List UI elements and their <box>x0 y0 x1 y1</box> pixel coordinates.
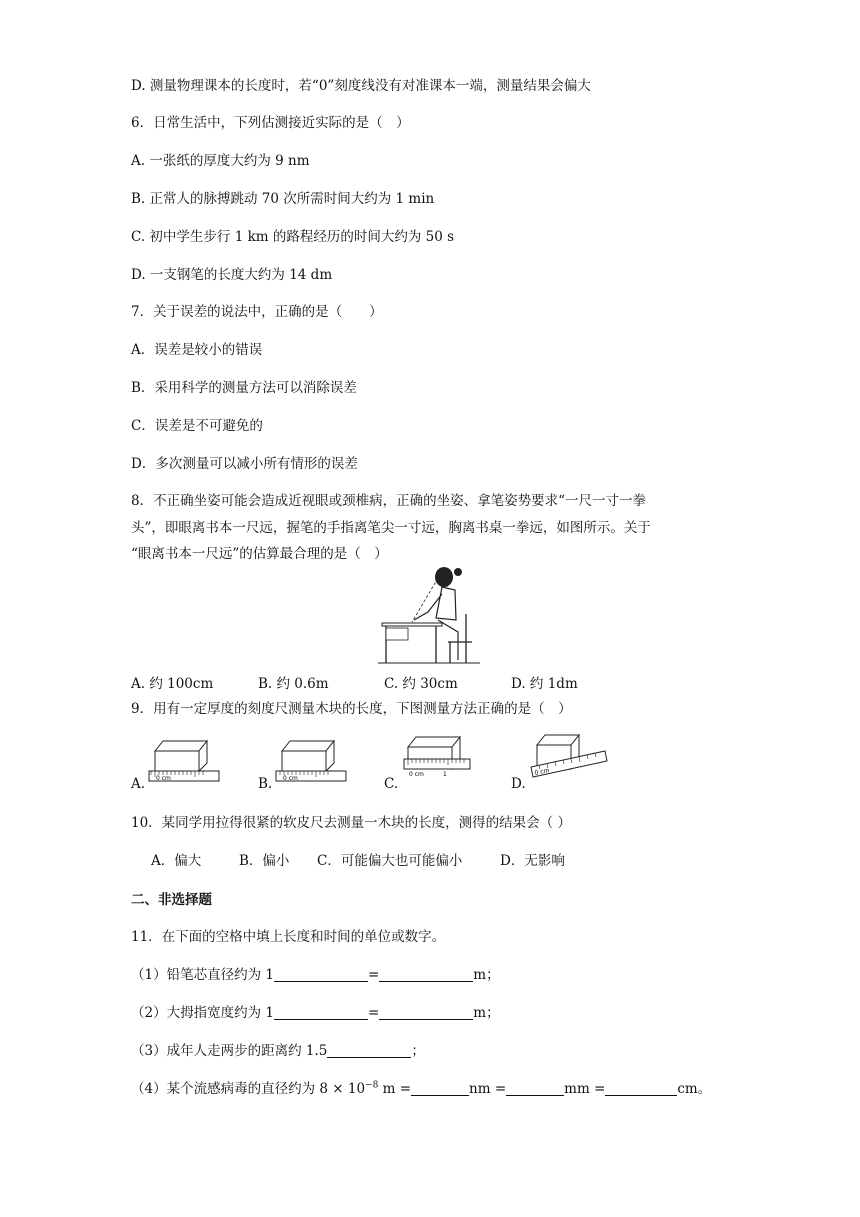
q11-p1-unit: m <box>473 967 487 983</box>
q7-option-a[interactable]: A．误差是较小的错误 <box>131 342 263 358</box>
q10-option-a[interactable]: A．偏大 <box>151 853 202 869</box>
q6-option-b[interactable]: B. 正常人的脉搏跳动 70 次所需时间大约为 1 min <box>131 191 435 207</box>
q7-option-c[interactable]: C．误差是不可避免的 <box>131 418 263 434</box>
q11-p1-blank-value[interactable] <box>379 967 473 982</box>
q9-figure-d-ruler <box>527 729 611 789</box>
q11-p2-semicolon: ； <box>486 1005 500 1021</box>
q11-p1-blank-unit[interactable] <box>274 967 368 982</box>
q8-figure-girl-at-desk <box>378 562 480 666</box>
q9b-ruler-zero: 0 cm <box>283 775 298 782</box>
q6-option-c[interactable]: C. 初中学生步行 1 km 的路程经历的时间大约为 50 s <box>131 229 455 245</box>
q11-stem: 11．在下面的空格中填上长度和时间的单位或数字。 <box>131 929 446 945</box>
q11-p4-unit-mm: mm <box>564 1081 590 1097</box>
q11-p2-text: （2）大拇指宽度约为 1 <box>131 1005 274 1021</box>
q11-p1-eq: = <box>367 967 380 983</box>
q11-p3-blank-unit[interactable] <box>327 1043 411 1058</box>
q9-stem: 9．用有一定厚度的刻度尺测量木块的长度，下图测量方法正确的是（ ） <box>131 701 572 717</box>
q7-stem: 7．关于误差的说法中，正确的是（ ） <box>131 304 383 320</box>
q11-p4-blank-cm[interactable] <box>605 1081 677 1096</box>
q6-option-a[interactable]: A. 一张纸的厚度大约为 9 nm <box>131 153 310 169</box>
q10-option-d[interactable]: D．无影响 <box>500 853 565 869</box>
q11-p4-unit-nm: nm <box>469 1081 491 1097</box>
q8-option-c[interactable]: C. 约 30cm <box>384 676 458 692</box>
q10-option-b[interactable]: B．偏小 <box>239 853 290 869</box>
q5-option-d: D. 测量物理课本的长度时，若“0”刻度线没有对准课本一端，测量结果会偏大 <box>131 78 591 94</box>
q6-option-d[interactable]: D. 一支钢笔的长度大约为 14 dm <box>131 267 333 283</box>
q7-option-b[interactable]: B．采用科学的测量方法可以消除误差 <box>131 380 357 396</box>
q9-figure-b-ruler <box>272 731 350 787</box>
q9-option-a-label[interactable]: A. <box>131 776 146 792</box>
q11-p2-blank-value[interactable] <box>379 1005 473 1020</box>
q11-p4-unit-m: m <box>382 1081 396 1097</box>
q9d-ruler-zero: 0 cm <box>533 767 550 777</box>
q11-p3-text: （3）成年人走两步的距离约 1.5 <box>131 1043 328 1059</box>
section-2-heading: 二、非选择题 <box>131 892 212 908</box>
q8-option-a[interactable]: A. 约 100cm <box>131 676 214 692</box>
q8-stem-line-3: “眼离书本一尺远”的估算最合理的是（ ） <box>131 546 388 562</box>
q9-option-c-label[interactable]: C. <box>384 776 399 792</box>
q9-figure-a-ruler <box>145 731 223 787</box>
q8-stem-line-1: 8．不正确坐姿可能会造成近视眼或颈椎病，正确的坐姿、拿笔姿势要求“一尺一寸一拳 <box>131 493 646 509</box>
q9-option-b-label[interactable]: B. <box>258 776 273 792</box>
q11-p4-unit-cm: cm <box>677 1081 698 1097</box>
q11-p4-period: 。 <box>697 1081 712 1097</box>
q11-p4-eq-1: = <box>399 1081 412 1097</box>
q11-p4-text: （4）某个流感病毒的直径约为 8 × 10 <box>131 1081 366 1097</box>
q9a-ruler-zero: 0 cm <box>156 775 171 782</box>
q11-part-2 <box>131 1001 500 1021</box>
q11-part-1 <box>131 963 500 983</box>
q9-option-d-label[interactable]: D. <box>511 776 526 792</box>
q6-stem: 6．日常生活中，下列估测接近实际的是（ ） <box>131 115 410 131</box>
q8-option-b[interactable]: B. 约 0.6m <box>258 676 329 692</box>
q11-p2-blank-unit[interactable] <box>274 1005 368 1020</box>
q9-figure-c-ruler <box>398 731 476 787</box>
q11-p2-eq: = <box>367 1005 380 1021</box>
q10-stem: 10．某同学用拉得很紧的软皮尺去测量一木块的长度，测得的结果会（ ） <box>131 815 571 831</box>
q8-stem-line-2: 头”，即眼离书本一尺远，握笔的手指离笔尖一寸远，胸离书桌一拳远，如图所示。关于 <box>131 520 651 536</box>
q11-part-3 <box>131 1039 425 1059</box>
q7-option-d[interactable]: D．多次测量可以减小所有情形的误差 <box>131 456 358 472</box>
q11-part-4 <box>131 1077 711 1097</box>
q9c-ruler-one: 1 <box>443 771 447 778</box>
q11-p4-blank-mm[interactable] <box>506 1081 564 1096</box>
q11-p4-blank-nm[interactable] <box>411 1081 469 1096</box>
q11-p1-semicolon: ； <box>486 967 500 983</box>
q11-p4-exponent: −8 <box>365 1080 379 1091</box>
q11-p3-semicolon: ； <box>411 1043 425 1059</box>
q11-p2-unit: m <box>473 1005 487 1021</box>
q11-p4-eq-2: = <box>494 1081 507 1097</box>
q11-p4-eq-3: = <box>594 1081 606 1097</box>
q9c-ruler-zero: 0 cm <box>409 771 424 778</box>
q8-option-d[interactable]: D. 约 1dm <box>511 676 578 692</box>
q11-p1-text: （1）铅笔芯直径约为 1 <box>131 967 274 983</box>
q10-option-c[interactable]: C．可能偏大也可能偏小 <box>317 853 463 869</box>
